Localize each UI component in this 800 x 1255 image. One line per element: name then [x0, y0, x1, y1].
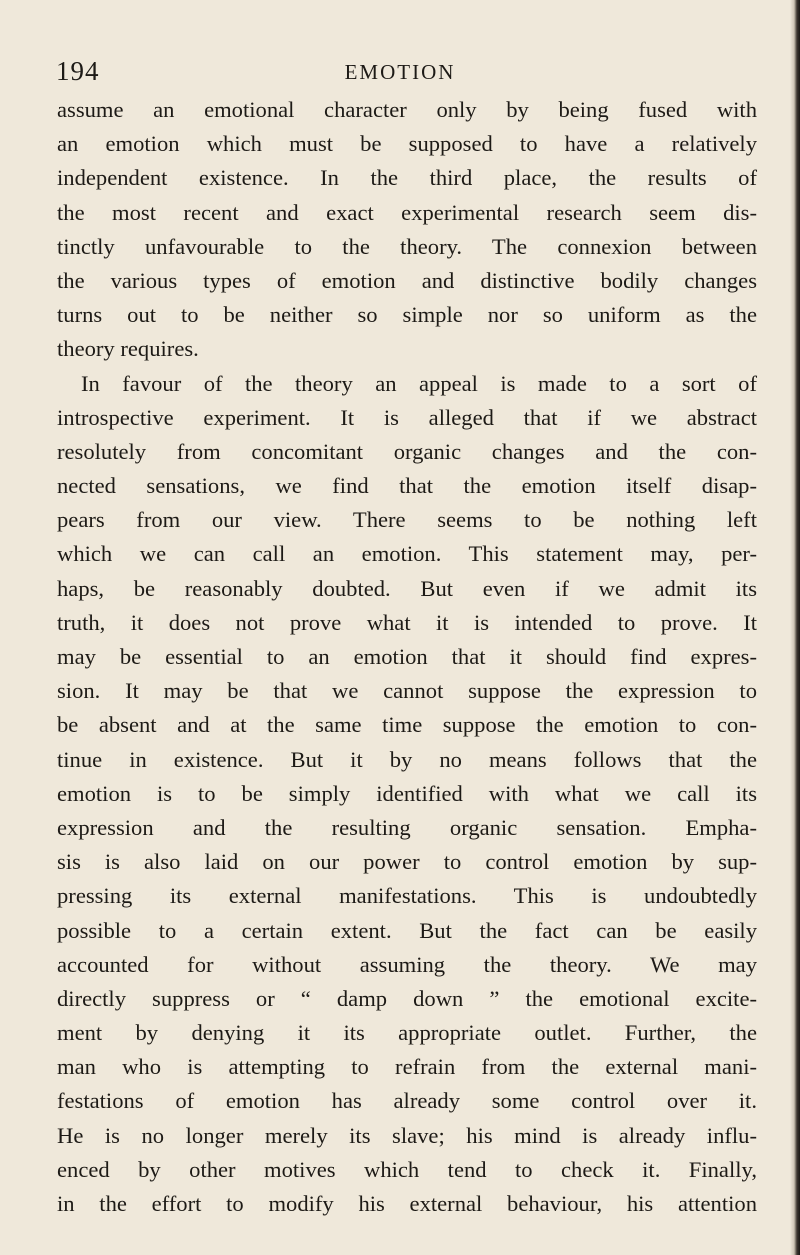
text-line: enced by other motives which tend to check it. Finally, [57, 1156, 757, 1182]
text-line: ment by denying it its appropriate outlet. Further, the [57, 1020, 757, 1046]
text-line: In favour of the theory an appeal is made to a sort of [81, 370, 757, 396]
text-line: tinctly unfavourable to the theory. The connexion between [57, 233, 757, 259]
text-line: which we can call an emotion. This statement may, per- [57, 541, 757, 567]
text-line: the most recent and exact experimental research seem dis- [57, 199, 757, 225]
text-line: may be essential to an emotion that it should find expres- [57, 644, 757, 669]
text-line: haps, be reasonably doubted. But even if we admit its [57, 575, 757, 601]
page-number: 194 [56, 56, 100, 86]
text-line: sis is also laid on our power to control emotion by sup- [57, 849, 757, 875]
text-line: in the effort to modify his external behaviour, his attention [57, 1191, 757, 1216]
text-line: turns out to be neither so simple nor so uniform as the [57, 302, 757, 328]
text-line: tinue in existence. But it by no means follows that the [57, 746, 757, 772]
page-edge-shadow [790, 0, 800, 1255]
running-head: EMOTION [344, 60, 456, 84]
text-line: resolutely from concomitant organic changes and the con- [57, 438, 757, 464]
text-line: possible to a certain extent. But the fact can be easily [57, 917, 757, 943]
text-line: festations of emotion has already some control over it. [57, 1088, 757, 1114]
text-line: an emotion which must be supposed to have a relatively [57, 131, 757, 157]
text-line: introspective experiment. It is alleged that if we abstract [57, 404, 757, 430]
text-line: emotion is to be simply identified with what we call its [57, 780, 757, 806]
text-line: He is no longer merely its slave; his mind is already influ- [57, 1122, 757, 1148]
text-line: the various types of emotion and distinctive bodily changes [57, 267, 757, 293]
text-line: independent existence. In the third place, the results of [57, 165, 757, 191]
text-line: man who is attempting to refrain from the external mani- [57, 1054, 757, 1080]
text-line: pressing its external manifestations. This is undoubtedly [57, 883, 757, 909]
text-line: expression and the resulting organic sensation. Empha- [57, 814, 757, 840]
text-line: pears from our view. There seems to be nothing left [57, 507, 757, 533]
page-header [56, 52, 756, 92]
text-line: nected sensations, we find that the emotion itself disap- [57, 473, 757, 499]
body-text [57, 93, 757, 1221]
text-line: be absent and at the same time suppose the emotion to con- [57, 712, 757, 738]
text-line: accounted for without assuming the theory. We may [57, 951, 757, 977]
text-line: theory requires. [57, 336, 199, 362]
text-line: assume an emotional character only by being fused with [57, 97, 757, 122]
text-line: truth, it does not prove what it is intended to prove. It [57, 609, 757, 635]
text-line: directly suppress or “ damp down ” the emotional excite- [57, 985, 757, 1011]
text-line: sion. It may be that we cannot suppose the expression to [57, 678, 757, 704]
